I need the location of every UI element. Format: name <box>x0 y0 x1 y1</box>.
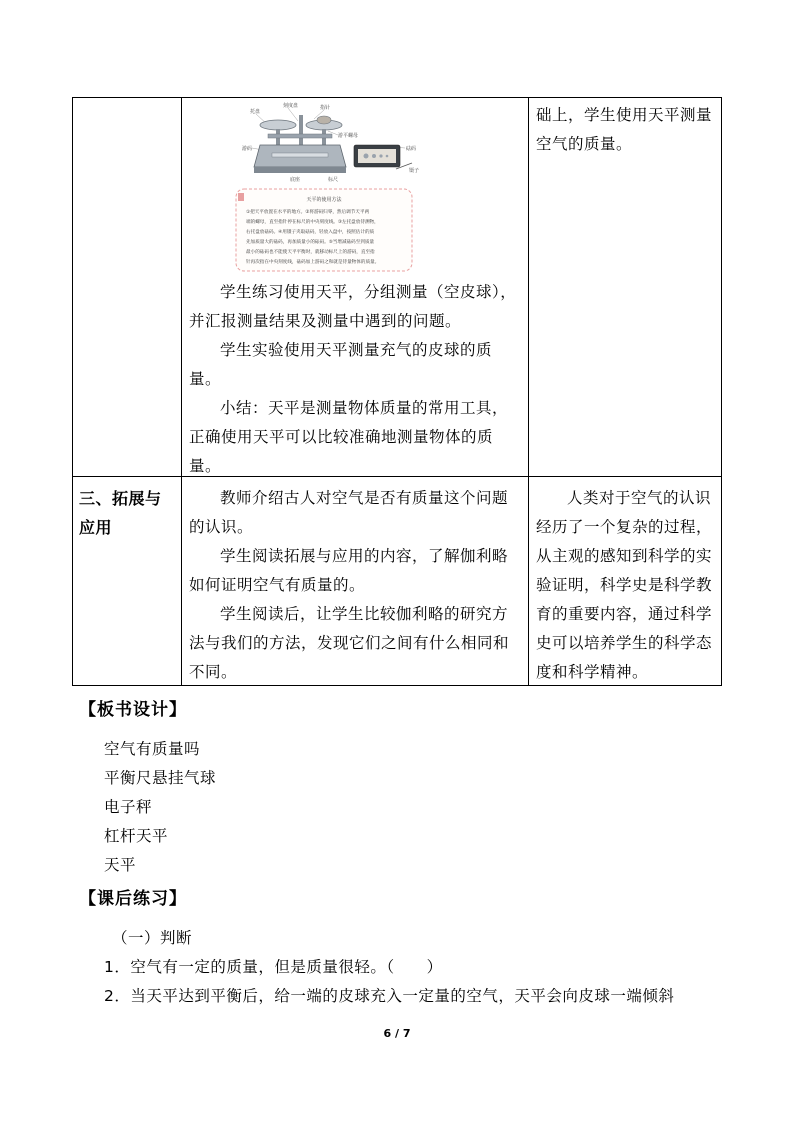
paragraph: 的认识。 <box>189 518 254 536</box>
row2-right-cell <box>536 484 716 687</box>
exercise-item: 1．空气有一定的质量，但是质量很轻。（ ） <box>104 958 443 976</box>
balance-scale-illustration <box>228 101 428 273</box>
figure-label: 游平螺母 <box>338 133 359 139</box>
paragraph: 育的重要内容，通过科学 <box>536 605 713 623</box>
table-border-left <box>72 97 73 686</box>
figure-label: 托盘 <box>250 109 261 115</box>
figure-label: 游码 <box>242 146 253 152</box>
paragraph: 空气的质量。 <box>536 135 633 153</box>
board-line: 杠杆天平 <box>104 827 169 845</box>
figure-label: 标尺 <box>328 177 339 183</box>
figure-label: 指针 <box>320 105 331 111</box>
figure-label: 刻度盘 <box>283 103 299 109</box>
note-line: 最小的砝码也不能使天平平衡时，就移动标尺上的游码，直至指 <box>246 250 375 255</box>
note-line: ①把天平放置在水平的地方。②将游码归零，然后调节天平两 <box>246 210 370 215</box>
exercise-subheading: （一）判断 <box>112 929 193 947</box>
paragraph: 学生实验使用天平测量充气的皮球的质 <box>220 341 493 359</box>
table-divider-2 <box>528 97 529 686</box>
table-border-right <box>721 97 722 686</box>
stage-title: 应用 <box>79 518 113 537</box>
board-line: 天平 <box>104 856 137 874</box>
paragraph: 史可以培养学生的科学态 <box>536 634 713 652</box>
exercises-heading: 【课后练习】 <box>79 889 187 909</box>
exercise-item: 2．当天平达到平衡后，给一端的皮球充入一定量的空气，天平会向皮球一端倾斜 <box>104 987 675 1005</box>
table-divider-1 <box>181 97 182 686</box>
stage-title: 三、拓展与 <box>79 489 162 508</box>
note-line: 右托盘放砝码。④用镊子夹取砝码，轻放入盘中，按照估计的质 <box>246 230 375 235</box>
board-line: 空气有质量吗 <box>104 740 201 758</box>
row2-middle-cell <box>189 484 525 687</box>
figure-label: 砝码 <box>406 146 417 152</box>
balance-figure <box>228 101 428 273</box>
paragraph: 法与我们的方法，发现它们之间有什么相同和 <box>189 634 510 652</box>
paragraph: 量。 <box>189 457 222 475</box>
paragraph: 人类对于空气的认识 <box>567 489 712 507</box>
note-line: 针再次指在中央刻度线，砝码加上游码之和就是待量物体的质量。 <box>246 260 380 265</box>
board-line: 平衡尺悬挂气球 <box>104 769 217 787</box>
paragraph: 度和科学精神。 <box>536 663 649 681</box>
note-line: 先加质量大的砝码，再加质量小的砝码。⑤当增减砝码至到质量 <box>246 240 375 245</box>
row2-stage-cell <box>79 484 179 542</box>
row1-right-cell <box>536 101 716 159</box>
board-design-heading: 【板书设计】 <box>79 700 187 720</box>
paragraph: 学生阅读后，让学生比较伽利略的研究方 <box>220 605 509 623</box>
paragraph: 教师介绍古人对空气是否有质量这个问题 <box>220 489 509 507</box>
figure-label: 镊子 <box>409 168 420 174</box>
paragraph: 经历了一个复杂的过程， <box>536 518 713 536</box>
row1-middle-cell <box>189 278 525 481</box>
paragraph: 学生阅读拓展与应用的内容，了解伽利略 <box>220 547 509 565</box>
paragraph: 正确使用天平可以比较准确地测量物体的质 <box>189 428 494 446</box>
paragraph: 量。 <box>189 370 222 388</box>
figure-label: 底座 <box>290 177 301 183</box>
note-title: 天平的使用方法 <box>306 197 342 203</box>
paragraph: 学生练习使用天平，分组测量（空皮球）， <box>220 283 517 301</box>
paragraph: 不同。 <box>189 663 238 681</box>
paragraph: 从主观的感知到科学的实 <box>536 547 713 565</box>
table-border-top <box>72 97 722 98</box>
paragraph: 如何证明空气有质量的。 <box>189 576 366 594</box>
note-line: 端的螺母，直至指针停在标尺的中央刻度线。③左托盘放待测物， <box>246 220 379 225</box>
board-line: 电子秤 <box>104 798 153 816</box>
paragraph: 小结：天平是测量物体质量的常用工具， <box>220 399 509 417</box>
paragraph: 础上，学生使用天平测量 <box>536 106 713 124</box>
page-number: 6 / 7 <box>383 1027 411 1040</box>
paragraph: 并汇报测量结果及测量中遇到的问题。 <box>189 312 462 330</box>
paragraph: 验证明，科学史是科学教 <box>536 576 713 594</box>
